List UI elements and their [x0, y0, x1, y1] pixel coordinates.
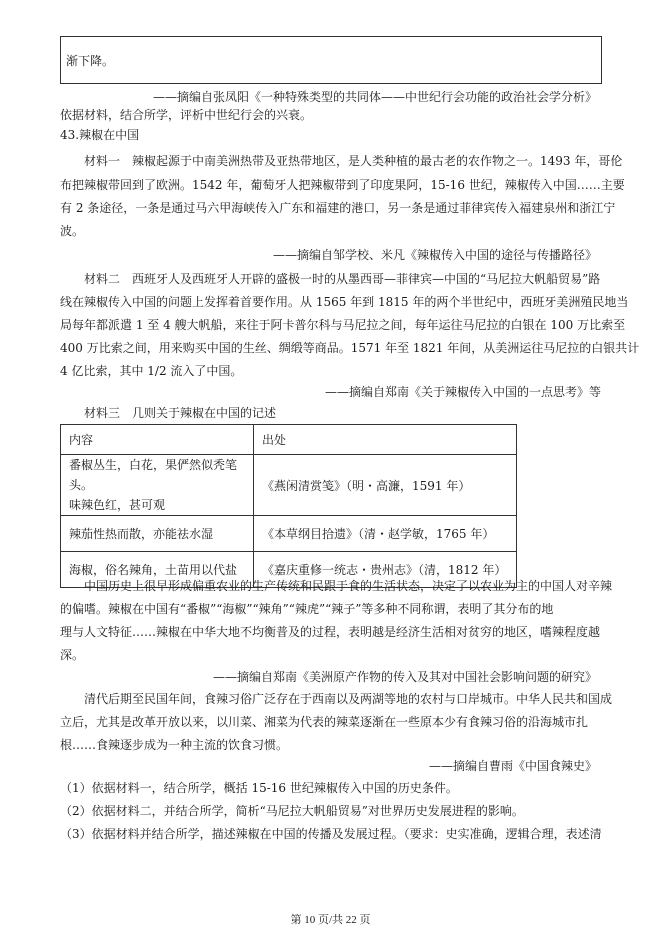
source-citation: ——摘编自张凤阳《一种特殊类型的共同体——中世纪行会功能的政治社会学分析》: [152, 90, 597, 104]
material-box: [60, 36, 602, 84]
material4-line: 理与人文特征……辣椒在中华大地不均衡普及的过程，表明越是经济生活相对贫穷的地区，嗜辣程度越: [60, 625, 601, 639]
question-title: 43.辣椒在中国: [60, 128, 140, 142]
material4-line: 中国历史上很早形成偏重农业的生产传统和民跟于食的生活状态，决定了以农业为主的中国人对辛辣: [84, 579, 613, 593]
question-item: （3）依据材料并结合所学，描述辣椒在中国的传播及发展过程。（要求：史实准确，逻辑合理，表述清: [60, 827, 602, 841]
table-cell: 辣茄性热而散，亦能祛水湿: [61, 516, 254, 552]
table-cell: 海椒，俗名辣角，土苗用以代盐: [61, 552, 254, 588]
material4-line: 深。: [60, 648, 85, 662]
table-header: 内容: [61, 425, 254, 455]
table-cell: 《本草纲目拾遗》（清・赵学敏，1765 年）: [254, 516, 517, 552]
table-header-row: [61, 425, 517, 455]
material1-line: 波。: [60, 224, 85, 238]
question-item: （2）依据材料二，并结合所学，简析“马尼拉大帆船贸易”对世界历史发展进程的影响。: [60, 804, 524, 818]
material2-line: 400 万比索之间，用来购买中国的生丝、绸缎等商品。1571 年至 1821 年间，从美洲运往马尼拉的白银共计: [60, 341, 640, 355]
question-prompt: 依据材料，结合所学，评析中世纪行会的兴衰。: [60, 108, 313, 122]
material5-line: 立后，尤其是改革开放以来，以川菜、湘菜为代表的辣菜逐渐在一些原本少有食辣习俗的沿海城市扎: [60, 715, 589, 729]
table-cell: 《嘉庆重修一统志・贵州志》（清，1812 年）: [254, 552, 517, 588]
source-citation: ——摘编自邹学校、米凡《辣椒传入中国的途径与传播路径》: [272, 248, 597, 262]
material2-line: 线在辣椒传入中国的问题上发挥着首要作用。从 1565 年到 1815 年的两个半世纪中，西班牙美洲殖民地当: [60, 295, 629, 309]
material5-line: 清代后期至民国年间，食辣习俗广泛存在于西南以及两湖等地的农村与口岸城市。中华人民共和国成: [84, 692, 613, 706]
table-cell: 《燕闲清赏笺》（明・高濂，1591 年）: [254, 455, 517, 516]
question-item: （1）依据材料一，结合所学，概括 15-16 世纪辣椒传入中国的历史条件。: [60, 781, 458, 795]
source-citation: ——摘编自曹雨《中国食辣史》: [428, 759, 597, 773]
table-cell: [61, 455, 254, 516]
source-citation: ——摘编自郑南《关于辣椒传入中国的一点思考》等: [324, 385, 601, 399]
table-row: [61, 516, 517, 552]
table-cell-line: 番椒丛生，白花，果俨然似秃笔头。: [69, 458, 238, 492]
material2-line: 材料二 西班牙人及西班牙人开辟的盛极一时的从墨西哥—菲律宾—中国的“马尼拉大帆船贸易”路: [84, 272, 601, 286]
table-header: 出处: [254, 425, 517, 455]
material2-line: 4 亿比索，其中 1/2 流入了中国。: [60, 364, 243, 378]
box-text: 渐下降。: [66, 54, 115, 68]
material4-line: 的偏嗜。辣椒在中国有“番椒”“海椒”“辣角”“辣虎”“辣子”等多种不同称谓，表明了其分布的地: [60, 602, 554, 616]
material5-line: 根……食辣逐步成为一种主流的饮食习惯。: [60, 738, 289, 752]
source-citation: ——摘编自郑南《美洲原产作物的传入及其对中国社会影响问题的研究》: [212, 670, 597, 684]
material1-line: 材料一 辣椒起源于中南美洲热带及亚热带地区，是人类种植的最古老的农作物之一。1493 年，哥伦: [84, 154, 623, 168]
records-table: [60, 424, 517, 588]
page-number: 第 10 页/共 22 页: [290, 914, 371, 926]
material1-line: 有 2 条途径，一条是通过马六甲海峡传入广东和福建的港口，另一条是通过菲律宾传入福建泉州和浙江宁: [60, 201, 616, 215]
table-row: [61, 455, 517, 516]
material1-line: 布把辣椒带回到了欧洲。1542 年，葡萄牙人把辣椒带到了印度果阿，15-16 世纪，辣椒传入中国……主要: [60, 178, 625, 192]
table-cell-line: 味辣色红，甚可观: [69, 498, 166, 512]
material2-line: 局每年都派遣 1 至 4 艘大帆船，来往于阿卡普尔科与马尼拉之间，每年运往马尼拉的白银在 100 万比索至: [60, 318, 626, 332]
material3-title: 材料三 几则关于辣椒在中国的记述: [84, 406, 277, 420]
